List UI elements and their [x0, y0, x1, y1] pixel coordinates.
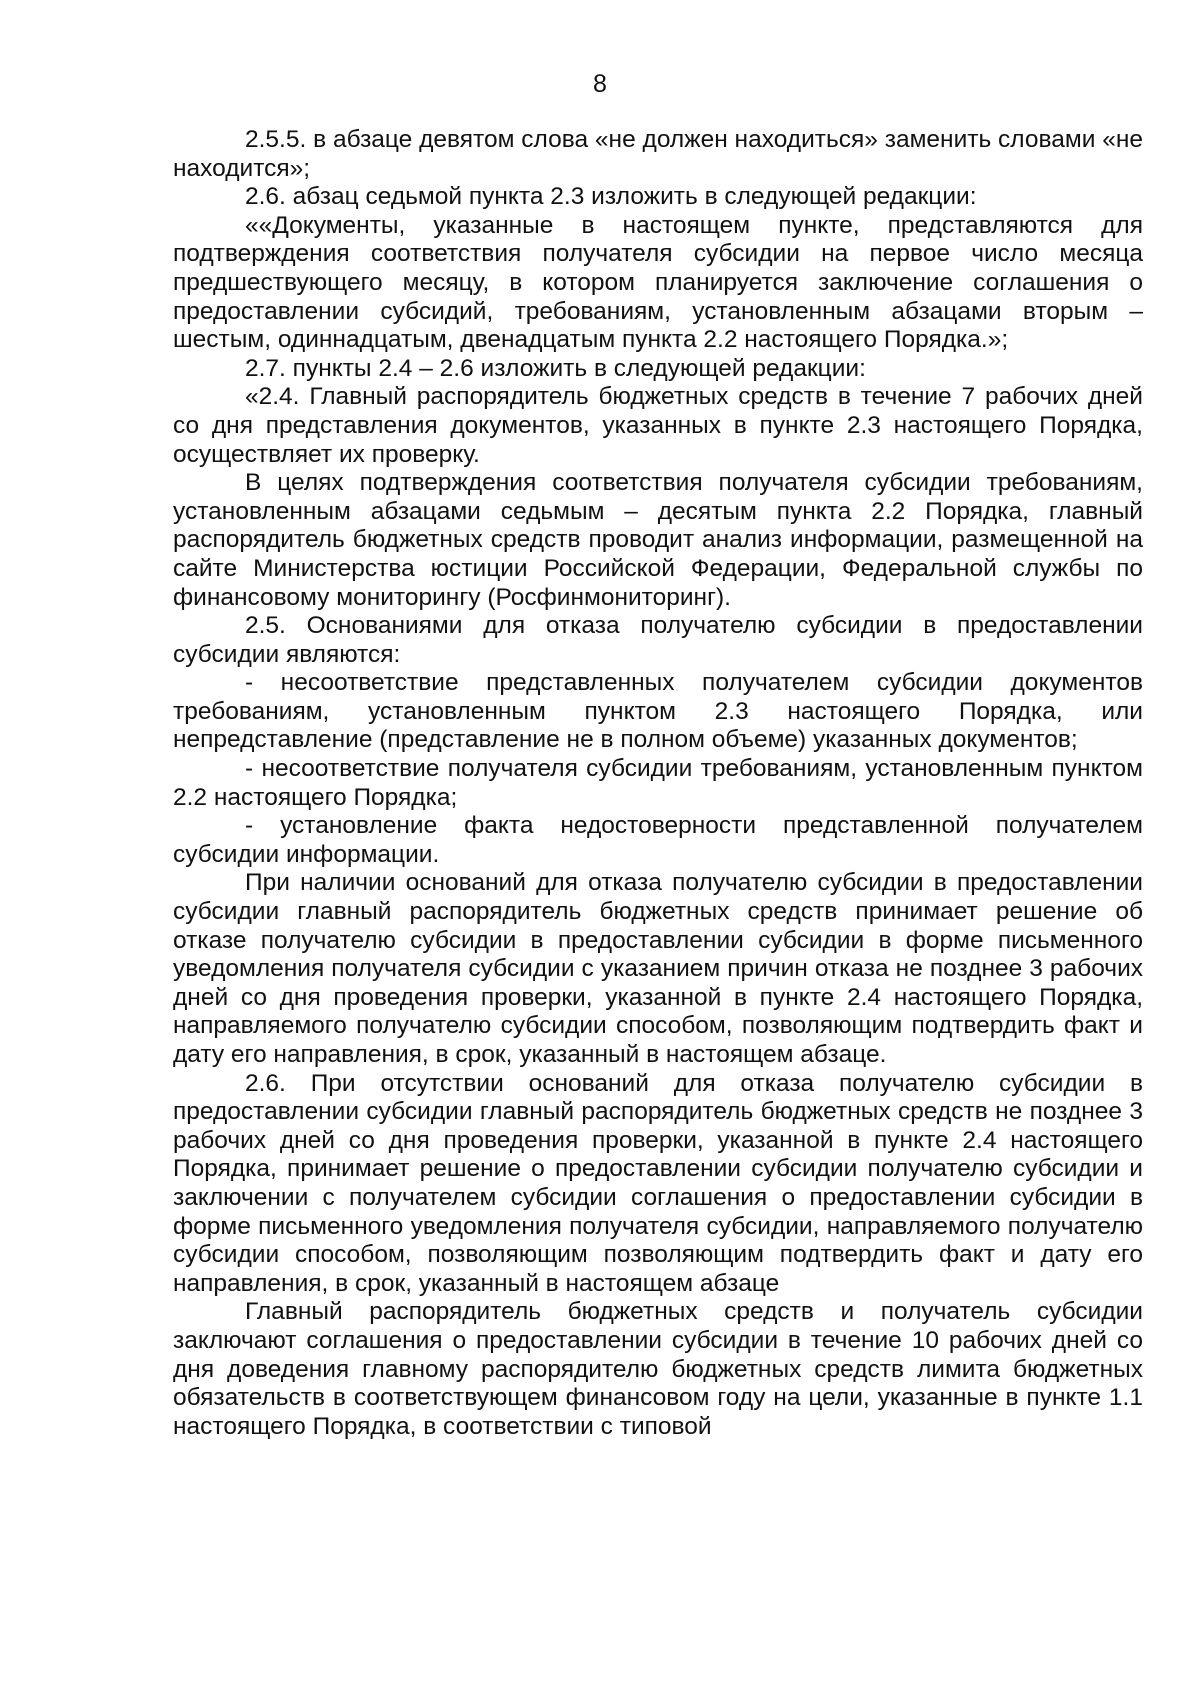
paragraph-verification-analysis: В целях подтверждения соответствия получателя субсидии требованиям, установленным абзацами седьмым – десятым пункта 2.2 Порядка, главный распорядитель бюджетных средств проводит анализ информации, размещенной на сайте Министерства юстиции Российской Федерации, Федеральной службы по финансовому мониторингу (Росфинмониторинг).: [173, 469, 1143, 611]
paragraph-2-5-5: 2.5.5. в абзаце девятом слова «не должен находиться» заменить словами «не находится»;: [173, 126, 1143, 182]
paragraph-2-6-amendment: 2.6. абзац седьмой пункта 2.3 изложить в следующей редакции:: [245, 183, 977, 211]
paragraph-agreement-conclusion: Главный распорядитель бюджетных средств и получатель субсидии заключают соглашения о предоставлении субсидии в течение 10 рабочих дней со дня доведения главному распорядителю бюджетных средств лимита бюджетных обязательств в соответствующем финансовом году на цели, указанные в пункте 1.1 настоящего Порядка, в соответствии с типовой: [173, 1298, 1143, 1440]
list-item-recipient-mismatch: - несоответствие получателя субсидии требованиям, установленным пунктом 2.2 настоящего Порядка;: [173, 755, 1143, 811]
paragraph-2-7-amendment: 2.7. пункты 2.4 – 2.6 изложить в следующей редакции:: [245, 354, 866, 382]
paragraph-documents-quote: ««Документы, указанные в настоящем пункте, представляются для подтверждения соответствия получателя субсидии на первое число месяца предшествующего месяцу, в котором планируется заключение соглашения о предоставлении субсидий, требованиям, установленным абзацами вторым – шестым, одиннадцатым, двенадцатым пункта 2.2 настоящего Порядка.»;: [173, 211, 1143, 354]
page-number: 8: [593, 70, 607, 98]
list-item-document-mismatch: - несоответствие представленных получателем субсидии документов требованиям, установленным пунктом 2.3 настоящего Порядка, или непредставление (представление не в полном объеме) указанных документов;: [173, 669, 1143, 754]
paragraph-2-5: 2.5. Основаниями для отказа получателю субсидии в предоставлении субсидии являются:: [173, 612, 1143, 668]
list-item-false-information: - установление факта недостоверности представленной получателем субсидии информации.: [173, 812, 1143, 868]
paragraph-refusal-decision: При наличии оснований для отказа получателю субсидии в предоставлении субсидии главный распорядитель бюджетных средств принимает решение об отказе получателю субсидии в предоставлении субсидии в форме письменного уведомления получателя субсидии с указанием причин отказа не позднее 3 рабочих дней со дня проведения проверки, указанной в пункте 2.4 настоящего Порядка, направляемого получателю субсидии способом, позволяющим подтвердить факт и дату его направления, в срок, указанный в настоящем абзаце.: [173, 869, 1143, 1068]
paragraph-2-6: 2.6. При отсутствии оснований для отказа получателю субсидии в предоставлении субсидии главный распорядитель бюджетных средств не позднее 3 рабочих дней со дня проведения проверки, указанной в пункте 2.4 настоящего Порядка, принимает решение о предоставлении субсидии получателю субсидии и заключении с получателем субсидии соглашения о предоставлении субсидии в форме письменного уведомления получателя субсидии, направляемого получателю субсидии способом, позволяющим позволяющим подтвердить факт и дату его направления, в срок, указанный в настоящем абзаце: [173, 1069, 1143, 1297]
document-body: [173, 126, 1143, 1441]
paragraph-2-4: «2.4. Главный распорядитель бюджетных средств в течение 7 рабочих дней со дня представления документов, указанных в пункте 2.3 настоящего Порядка, осуществляет их проверку.: [173, 383, 1143, 468]
